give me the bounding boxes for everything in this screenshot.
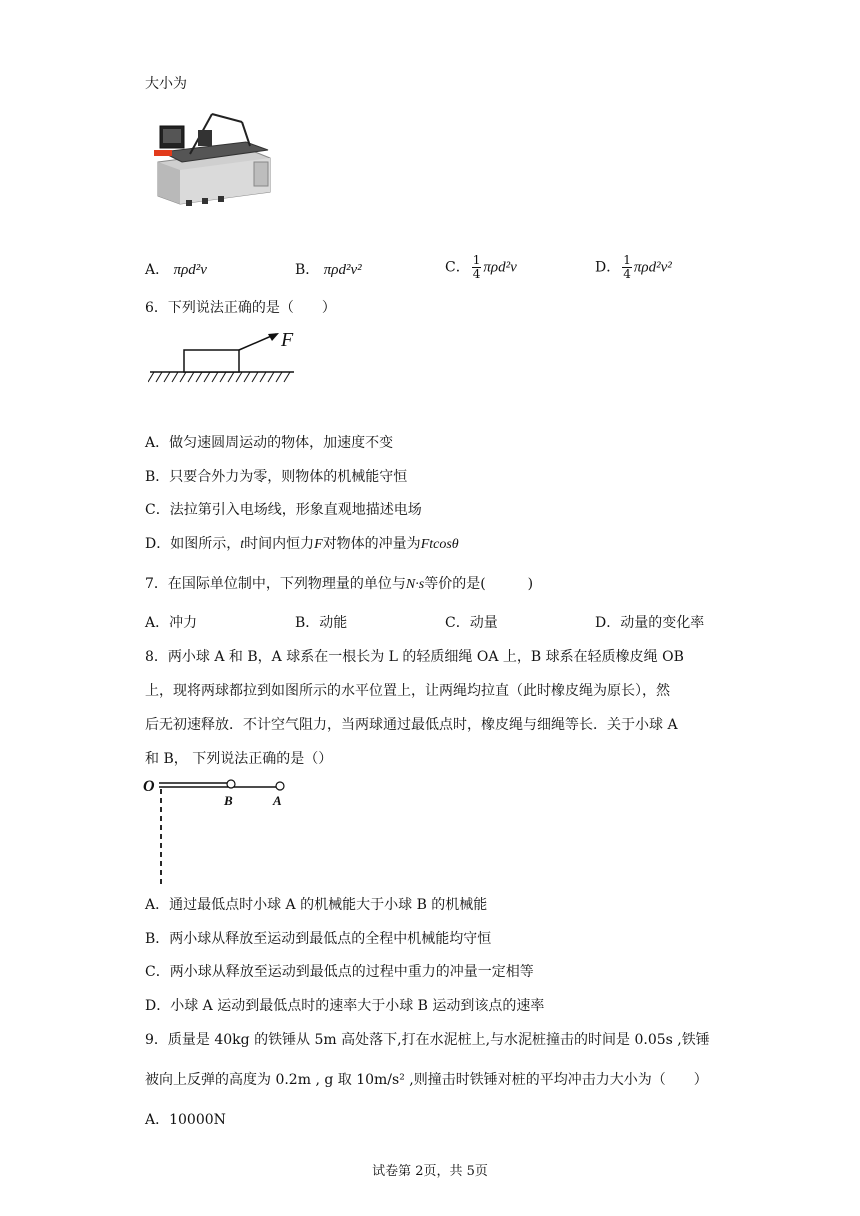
q8-option-b: B．两小球从释放至运动到最低点的全程中机械能均守恒 (145, 931, 492, 947)
q9-stem-line-1: 9．质量是 40kg 的铁锤从 5m 高处落下,打在水泥桩上,与水泥桩撞击的时间是 0.05s ,铁锤 (145, 1032, 710, 1048)
ball-B (227, 780, 235, 788)
q8-option-a: A．通过最低点时小球 A 的机械能大于小球 B 的机械能 (145, 897, 488, 913)
q5-option-c-fraction: $\frac{1}{4}$ (472, 253, 481, 281)
q7-stem: 7．在国际单位制中，下列物理量的单位与N·s等价的是( ) (145, 576, 534, 592)
q6-option-c: C．法拉第引入电场线，形象直观地描述电场 (145, 502, 422, 518)
q9-option-a: A．10000N (145, 1112, 226, 1128)
q8-stem-line-4: 和 B， 下列说法正确的是（） (145, 751, 333, 767)
q8-pendulum-diagram (140, 775, 300, 887)
q5-option-b-expr: πρd²v² (323, 262, 362, 278)
waterjet-machine-image (150, 100, 275, 210)
q5-option-d: D． $\frac{1}{4}$ πρd²v² (595, 253, 672, 281)
q8-stem-line-3: 后无初速释放．不计空气阻力，当两球通过最低点时，橡皮绳与细绳等长．关于小球 A (145, 717, 678, 733)
q8-option-d: D．小球 A 运动到最低点时的速率大于小球 B 运动到该点的速率 (145, 998, 545, 1014)
force-label: F (281, 329, 294, 351)
q6-option-d: D．如图所示，t时间内恒力F对物体的冲量为Ftcosθ (145, 536, 459, 552)
q5-option-a: A． πρd²v (145, 262, 207, 278)
q9-stem-line-2: 被向上反弹的高度为 0.2m , g 取 10m/s² ,则撞击时铁锤对桩的平均冲击力大小为（ ） (145, 1072, 708, 1088)
q8-option-c: C．两小球从释放至运动到最低点的过程中重力的冲量一定相等 (145, 964, 534, 980)
q8-stem-line-2: 上，现将两球都拉到如图所示的水平位置上，让两绳均拉直（此时橡皮绳为原长），然 (145, 683, 670, 699)
q6-block-force-diagram (148, 328, 298, 386)
q5-option-b: B． πρd²v² (295, 262, 362, 278)
ground-hatching (148, 372, 290, 382)
q5-option-c: C． $\frac{1}{4}$ πρd²v (445, 253, 517, 281)
q6-option-a: A．做匀速圆周运动的物体，加速度不变 (145, 435, 394, 451)
q7-option-c: C．动量 (445, 615, 498, 631)
q6-option-b: B．只要合外力为零，则物体的机械能守恒 (145, 469, 408, 485)
q6-stem: 6．下列说法正确的是（ ） (145, 300, 336, 316)
q5-option-d-fraction: $\frac{1}{4}$ (623, 253, 631, 281)
label-A: A (273, 793, 282, 808)
label-B: B (224, 793, 233, 808)
q5-option-a-expr: πρd²v (173, 262, 207, 278)
q5-option-c-expr: πρd²v (483, 259, 517, 276)
q8-stem-line-1: 8．两小球 A 和 B，A 球系在一根长为 L 的轻质细绳 OA 上，B 球系在轻质橡皮绳 OB (145, 649, 684, 665)
q5-option-d-expr: πρd²v² (633, 259, 672, 276)
q7-option-d: D．动量的变化率 (595, 615, 705, 631)
page-footer: 试卷第 2页，共 5页 (372, 1164, 488, 1179)
block (184, 350, 239, 372)
ball-A (276, 782, 284, 790)
label-O: O (143, 778, 155, 795)
intro-tail-text: 大小为 (145, 76, 187, 92)
q7-option-b: B．动能 (295, 615, 348, 631)
q7-option-a: A．冲力 (145, 615, 198, 631)
